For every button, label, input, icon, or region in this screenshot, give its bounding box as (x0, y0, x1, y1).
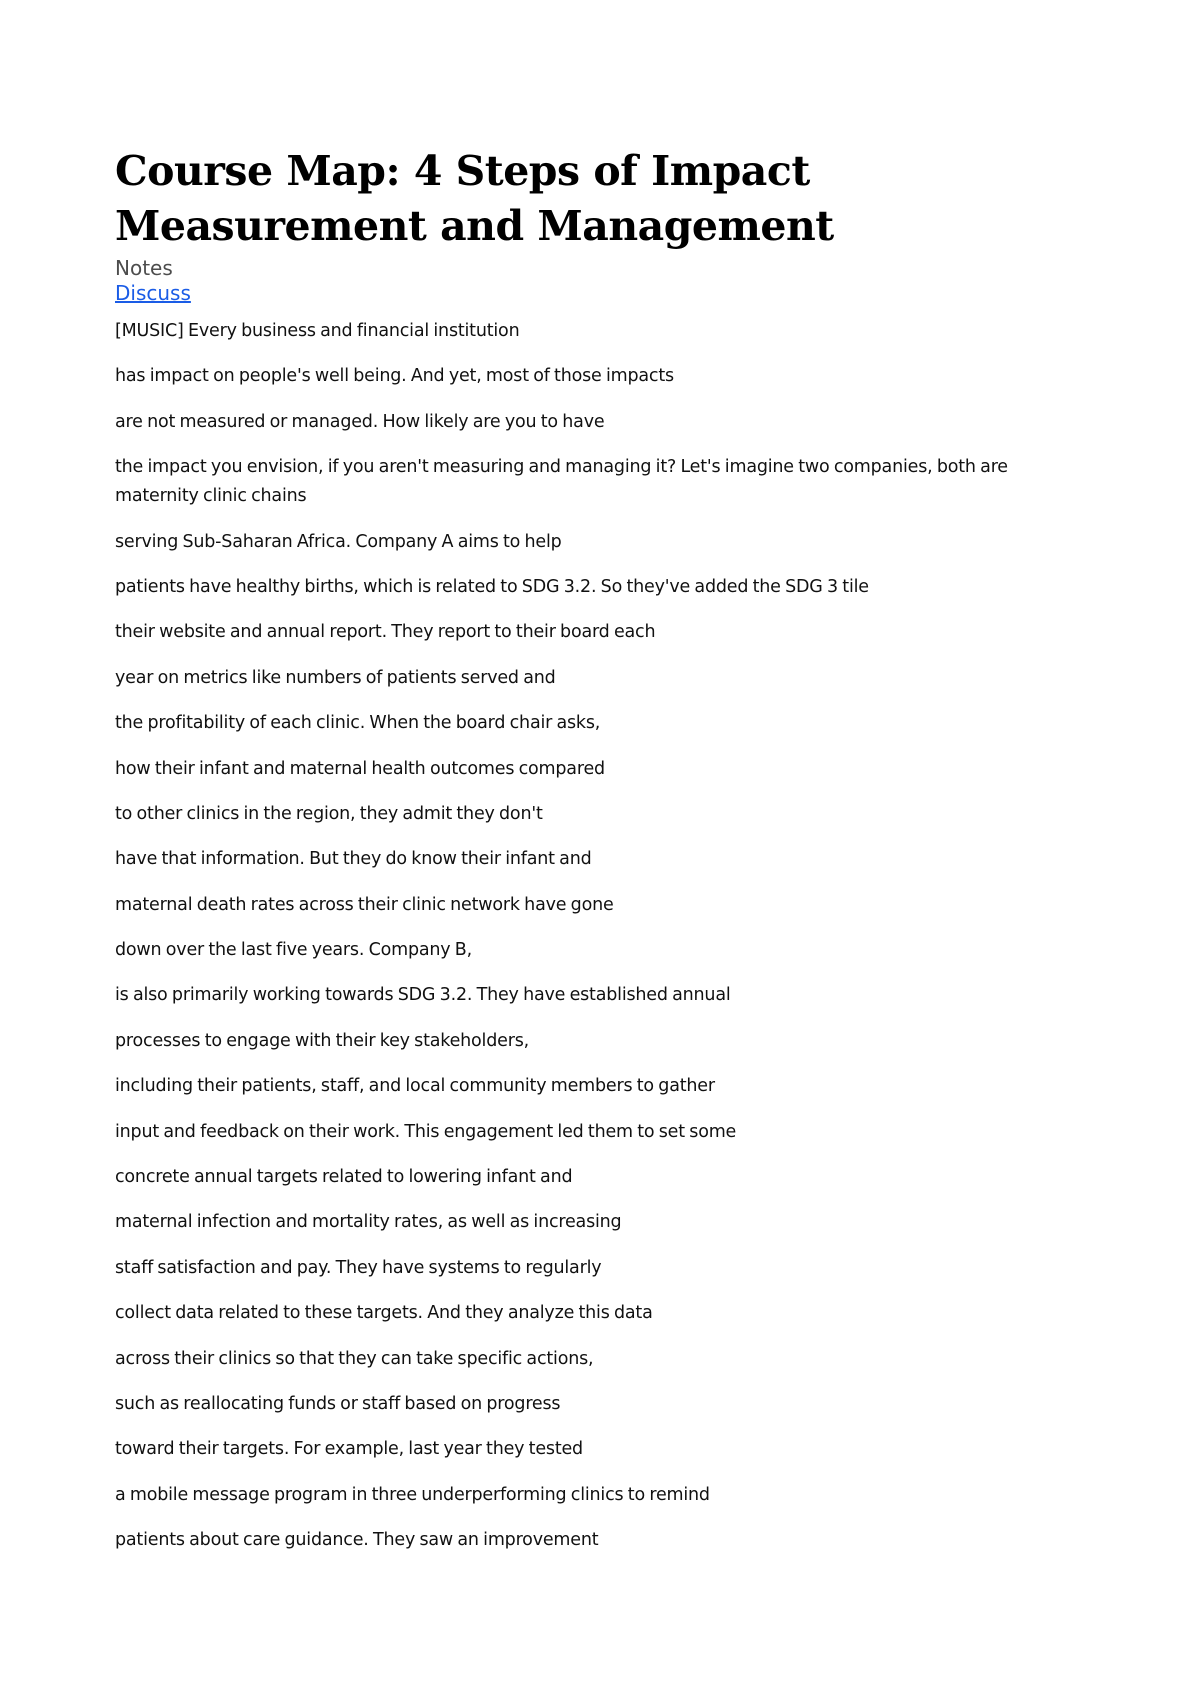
transcript-line: their website and annual report. They report to their board each (115, 622, 656, 643)
transcript-line: collect data related to these targets. And they analyze this data (115, 1303, 653, 1324)
transcript-line: across their clinics so that they can take specific actions, (115, 1348, 594, 1369)
transcript-line: staff satisfaction and pay. They have systems to regularly (115, 1257, 602, 1278)
transcript-line: the impact you envision, if you aren't measuring and managing it? Let's imagine two companies, both are maternity clinic chains (115, 457, 1008, 507)
transcript-line: maternal death rates across their clinic network have gone (115, 894, 614, 915)
page-title: Course Map: 4 Steps of Impact Measurement and Management (115, 147, 834, 250)
transcript-line: down over the last five years. Company B, (115, 940, 472, 961)
transcript-line: patients have healthy births, which is related to SDG 3.2. So they've added the SDG 3 tile (115, 576, 869, 597)
transcript-line: including their patients, staff, and local community members to gather (115, 1076, 715, 1097)
transcript-line: a mobile message program in three underperforming clinics to remind (115, 1484, 710, 1505)
document-page (115, 144, 1095, 1572)
transcript-line: toward their targets. For example, last year they tested (115, 1439, 583, 1460)
transcript-line: how their infant and maternal health outcomes compared (115, 758, 605, 779)
discuss-link[interactable]: Discuss (115, 281, 191, 305)
transcript-line: serving Sub-Saharan Africa. Company A aims to help (115, 531, 562, 552)
transcript-line: to other clinics in the region, they admit they don't (115, 803, 543, 824)
transcript-line: [MUSIC] Every business and financial institution (115, 321, 520, 341)
transcript-line: patients about care guidance. They saw an improvement (115, 1530, 599, 1551)
transcript-line: is also primarily working towards SDG 3.2. They have established annual (115, 985, 731, 1006)
transcript-line: input and feedback on their work. This engagement led them to set some (115, 1121, 737, 1142)
transcript-line: processes to engage with their key stakeholders, (115, 1030, 529, 1051)
transcript-line: are not measured or managed. How likely are you to have (115, 411, 605, 432)
transcript-line: has impact on people's well being. And yet, most of those impacts (115, 366, 674, 387)
transcript-line: year on metrics like numbers of patients served and (115, 667, 556, 688)
transcript-line: have that information. But they do know their infant and (115, 849, 592, 870)
transcript-line: maternal infection and mortality rates, as well as increasing (115, 1212, 622, 1233)
transcript-line: concrete annual targets related to lowering infant and (115, 1167, 573, 1188)
transcript (115, 317, 1095, 1555)
transcript-line: such as reallocating funds or staff based on progress (115, 1393, 561, 1414)
notes-label: Notes (115, 256, 173, 280)
transcript-line: the profitability of each clinic. When the board chair asks, (115, 713, 601, 734)
